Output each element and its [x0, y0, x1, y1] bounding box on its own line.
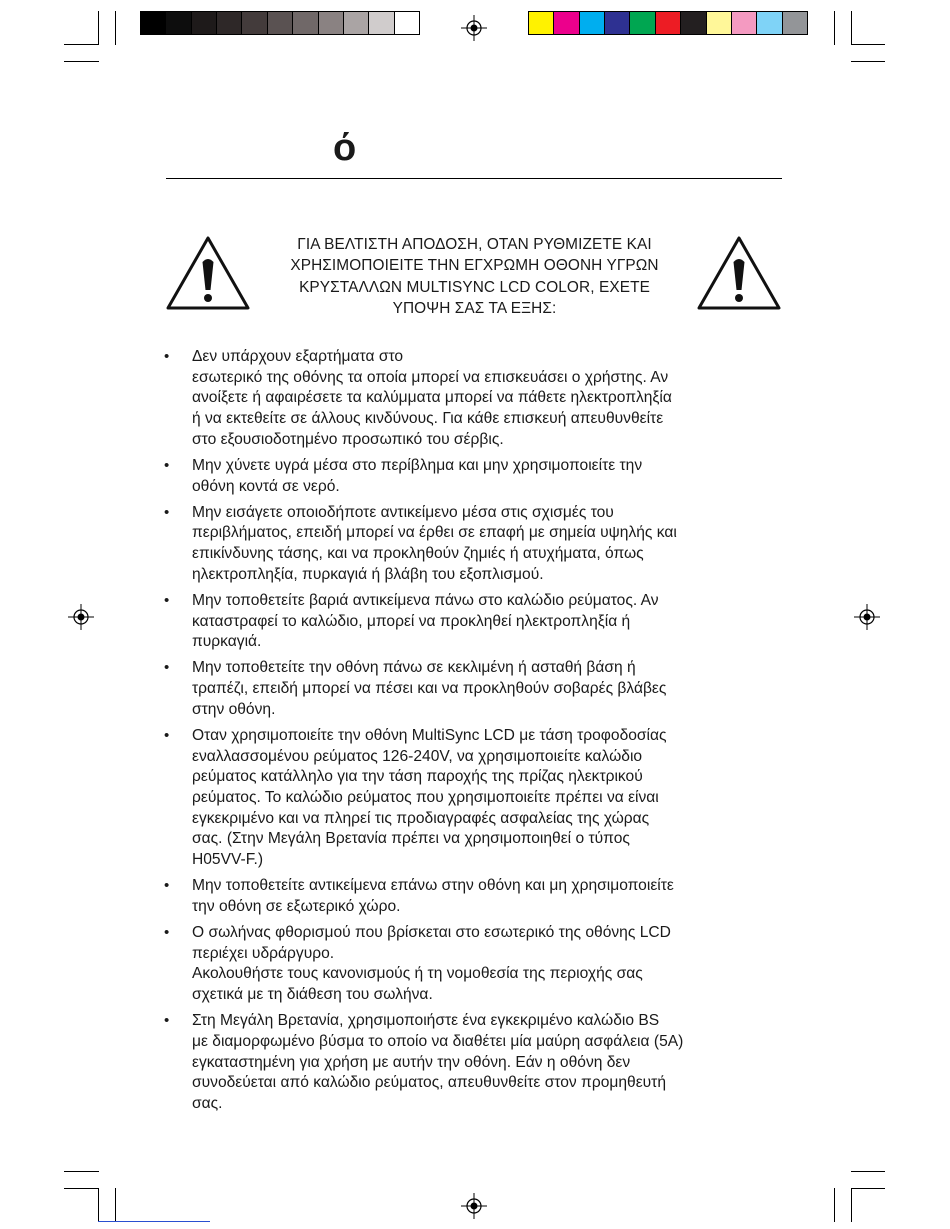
- gray-swatch: [344, 12, 369, 34]
- color-swatch: [681, 12, 706, 34]
- safety-instructions-list: [164, 347, 784, 1120]
- list-item-line: περιβλήματος, επειδή μπορεί να έρθει σε επαφή με σημεία υψηλής και: [192, 524, 677, 542]
- list-item-line: επικίνδυνης τάσης, και να προκληθούν ζημιές ή ατυχήματα, όπως: [192, 545, 644, 563]
- list-item-line: ρεύματος. Το καλώδιο ρεύματος που χρησιμοποιείτε πρέπει να είναι: [192, 789, 659, 807]
- warning-triangle-left-icon: [164, 234, 252, 312]
- list-item-line: ρεύματος κατάλληλο για την τάση παροχής της πρίζας ηλεκτρικού: [192, 768, 643, 786]
- list-item: [164, 876, 784, 917]
- list-item-line: την οθόνη σε εξωτερικό χώρο.: [192, 897, 401, 915]
- list-item-line: σας. (Στην Μεγάλη Βρετανία πρέπει να χρησιμοποιηθεί ο τύπος: [192, 830, 630, 848]
- list-item-line: με διαμορφωμένο βύσμα το οποίο να διαθέτει μία μαύρη ασφάλεια (5A): [192, 1032, 684, 1050]
- registration-mark-right-icon: [854, 604, 880, 630]
- list-item-line: • Ο σωλήνας φθορισμού που βρίσκεται στο εσωτερικό της οθόνης LCD: [192, 924, 671, 942]
- list-item: [164, 347, 784, 451]
- list-item-line: οθόνη κοντά σε νερό.: [192, 477, 340, 495]
- page-title: ό: [333, 127, 357, 169]
- list-item-line: ανοίξετε ή αφαιρέσετε τα καλύμματα μπορεί να πάθετε ηλεκτροπληξία: [192, 389, 672, 407]
- list-item-line: • Οταν χρησιμοποιείτε την οθόνη MultiSync LCD με τάση τροφοδοσίας: [192, 726, 667, 744]
- gray-swatch: [319, 12, 344, 34]
- list-item-line: τραπέζι, επειδή μπορεί να πέσει και να προκληθούν σοβαρές βλάβες: [192, 680, 667, 698]
- list-item-line: Ακολουθήστε τους κανονισμούς ή τη νομοθεσία της περιοχής σας: [192, 965, 643, 983]
- list-item: [164, 1011, 784, 1115]
- list-item-line: • Μην τοποθετείτε αντικείμενα επάνω στην οθόνη και μη χρησιμοποιείτε: [192, 877, 674, 895]
- color-swatch: [707, 12, 732, 34]
- warning-line: ΥΠΟΨΗ ΣΑΣ ΤΑ ΕΞΗΣ:: [392, 300, 557, 318]
- warning-line: ΚΡΥΣΤΑΛΛΩΝ MULTISYNC LCD COLOR, ΕΧΕΤΕ: [299, 278, 650, 296]
- color-swatch: [554, 12, 579, 34]
- list-item-line: • Μην χύνετε υγρά μέσα στο περίβλημα και μην χρησιμοποιείτε την: [192, 456, 643, 474]
- color-swatch: [732, 12, 757, 34]
- gray-swatch: [268, 12, 293, 34]
- gray-swatch: [192, 12, 217, 34]
- color-swatch: [580, 12, 605, 34]
- color-bar: [528, 11, 808, 35]
- list-item-line: συνοδεύεται από καλώδιο ρεύματος, απευθυνθείτε στον προμηθευτή: [192, 1074, 667, 1092]
- list-item: [164, 456, 784, 497]
- list-item-line: H05VV-F.): [192, 851, 264, 869]
- list-item-line: εναλλασσομένου ρεύματος 126-240V, να χρησιμοποιείτε καλώδιο: [192, 747, 643, 765]
- registration-mark-left-icon: [68, 604, 94, 630]
- list-item: [164, 591, 784, 653]
- list-item-line: ή να εκτεθείτε σε άλλους κινδύνους. Για κάθε επισκευή απευθυνθείτε: [192, 410, 664, 428]
- list-item-line: • Μην εισάγετε οποιοδήποτε αντικείμενο μέσα στις σχισμές του: [192, 503, 614, 521]
- color-swatch: [529, 12, 554, 34]
- gray-swatch: [141, 12, 166, 34]
- color-swatch: [783, 12, 807, 34]
- list-item-line: εσωτερικό της οθόνης τα οποία μπορεί να επισκευάσει ο χρήστης. Αν: [192, 368, 669, 386]
- list-item-line: • Μην τοποθετείτε βαριά αντικείμενα πάνω στο καλώδιο ρεύματος. Αν: [192, 591, 659, 609]
- list-item-line: ηλεκτροπληξία, πυρκαγιά ή βλάβη του εξοπλισμού.: [192, 565, 544, 583]
- gray-swatch: [369, 12, 394, 34]
- grayscale-bar: [140, 11, 420, 35]
- list-item-line: • Στη Μεγάλη Βρετανία, χρησιμοποιήστε ένα εγκεκριμένο καλώδιο BS: [192, 1012, 660, 1030]
- list-item-line: στο εξουσιοδοτημένο προσωπικό του σέρβις.: [192, 430, 504, 448]
- list-item-line: εγκεκριμένο και να πληρεί τις προδιαγραφές ασφαλείας της χώρας: [192, 809, 650, 827]
- list-item: [164, 503, 784, 586]
- color-swatch: [605, 12, 630, 34]
- color-swatch: [757, 12, 782, 34]
- list-item-line: πυρκαγιά.: [192, 633, 262, 651]
- page-edge-line: [98, 1221, 210, 1222]
- color-swatch: [630, 12, 655, 34]
- list-item-line: • Μην τοποθετείτε την οθόνη πάνω σε κεκλιμένη ή ασταθή βάση ή: [192, 659, 636, 677]
- gray-swatch: [242, 12, 267, 34]
- list-item-line: εγκαταστημένη για χρήση με αυτήν την οθόνη. Εάν η οθόνη δεν: [192, 1053, 631, 1071]
- registration-mark-bottom-icon: [461, 1193, 487, 1219]
- gray-swatch: [293, 12, 318, 34]
- list-item-line: στην οθόνη.: [192, 700, 276, 718]
- safety-warning-heading: [262, 234, 687, 320]
- warning-line: ΧΡΗΣΙΜΟΠΟΙΕΙΤΕ ΤΗΝ ΕΓΧΡΩΜΗ ΟΘΟΝΗ ΥΓΡΩΝ: [290, 257, 659, 275]
- list-item: [164, 726, 784, 871]
- list-item: [164, 658, 784, 720]
- gray-swatch: [217, 12, 242, 34]
- warning-triangle-right-icon: [695, 234, 783, 312]
- list-item-line: Δεν υπάρχουν εξαρτήματα στο: [192, 348, 404, 365]
- title-divider: [166, 178, 782, 179]
- list-item-line: σας.: [192, 1095, 223, 1113]
- list-item-line: καταστραφεί το καλώδιο, μπορεί να προκληθεί ηλεκτροπληξία ή: [192, 612, 631, 630]
- list-item-line: σχετικά με τη διάθεση του σωλήνα.: [192, 986, 433, 1004]
- registration-mark-top-icon: [461, 15, 487, 41]
- gray-swatch: [395, 12, 419, 34]
- color-swatch: [656, 12, 681, 34]
- gray-swatch: [166, 12, 191, 34]
- list-item: [164, 923, 784, 1006]
- list-item-line: περιέχει υδράργυρο.: [192, 944, 335, 962]
- warning-line: ΓΙΑ ΒΕΛΤΙΣΤΗ ΑΠΟΔΟΣΗ, ΟΤΑΝ ΡΥΘΜΙΖΕΤΕ ΚΑΙ: [297, 236, 652, 253]
